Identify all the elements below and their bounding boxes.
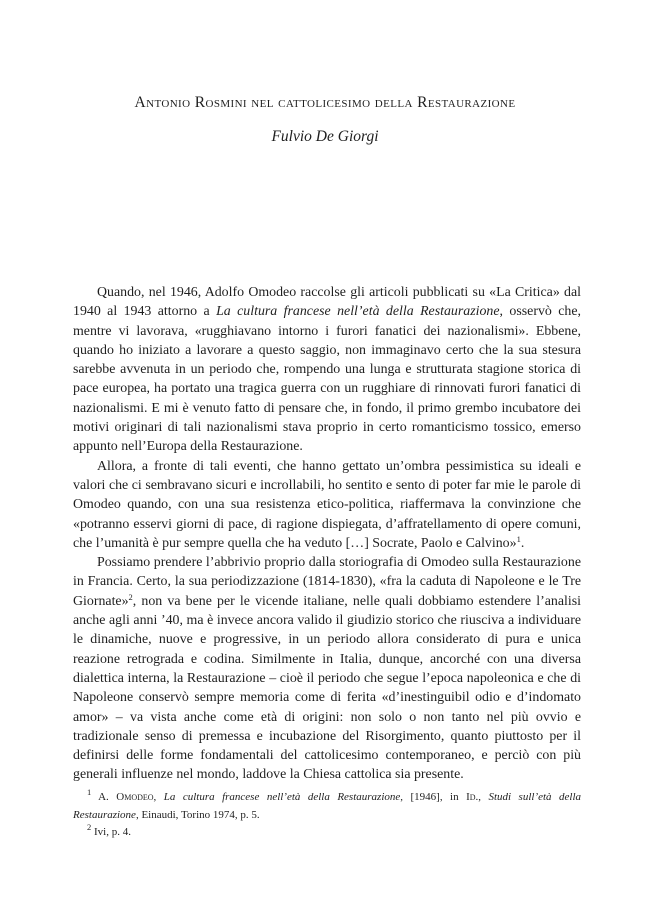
footnote-text: , Einaudi, Torino 1974, p. 5. <box>135 808 260 821</box>
author-name: Fulvio De Giorgi <box>271 128 379 145</box>
footnote-text: , [1946], in <box>400 791 467 803</box>
body-text <box>73 283 581 785</box>
paragraph-3 <box>73 553 581 785</box>
paragraph-text: Quando, nel 1946, Adolfo Omodeo raccolse gli articoli pubblicati su «La Critica» dal 1940 al 1943 attorno a <box>73 285 581 320</box>
footnote-number: 1 <box>87 787 92 797</box>
footnote-2 <box>73 824 581 842</box>
paragraph-text: Possiamo prendere l’abbrivio proprio dalla storiografia di Omodeo sulla Restaurazione in Francia. Certo, la sua periodizzazione (1814-1830), «fra la caduta di Napoleone e le Tre Giornate» <box>73 555 581 609</box>
footnote-text: , <box>478 791 489 803</box>
footnote-1 <box>73 789 581 824</box>
footnote-number: 2 <box>87 822 92 833</box>
paragraph-text: Allora, a fronte di tali eventi, che hanno gettato un’ombra pessimistica su ideali e valori che ci sembravano sicuri e incrollabili, ho sentito e sento di poter far mie le parole di Omodeo quando, con una sua resistenza etico-politica, riaffermava la convinzione che «potranno esservi giorni di pace, di ragione dispiegata, d’affratellamento di opere comuni, che l’umanità è pur sempre quella che ha veduto […] Socrate, Paolo e Calvino» <box>73 458 581 551</box>
footnotes <box>73 789 581 842</box>
footnote-ref-2: 2 <box>128 591 133 602</box>
paragraph-2 <box>73 457 581 553</box>
footnote-book-title: La cultura francese nell’età della Restaurazione <box>163 791 401 803</box>
footnote-book-title: Studi sull’età della Restaurazione <box>73 791 582 821</box>
cited-book-title: La cultura francese nell’età della Restaurazione <box>216 304 500 320</box>
footnote-ref-1: 1 <box>516 533 521 544</box>
footnote-author: Omodeo <box>116 791 154 803</box>
footnote-text: Ivi, p. 4. <box>91 826 131 839</box>
paragraph-1 <box>73 283 581 457</box>
footnote-idem: Id. <box>466 791 479 803</box>
paragraph-text: , non va bene per le vicende italiane, nelle quali dobbiamo estendere l’analisi anche agli anni ’40, ma è invece ancora valido il giudizio storico che riusciva a individuare le dinamiche, nuove e progressive, in un periodo allora considerato di pura e unica reazione retrograda e codina. Similmente in Italia, dunque, ancorché con una diversa dialettica interna, la Restaurazione – cioè il periodo che segue l’epoca napoleonica e che di Napoleone conservò sempre memoria come di ferita «d’inestinguibil odio e d’indomato amor» – va vista anche come età di origini: non solo o non tanto nel più ovvio e tradizionale senso di premessa e incubazione del Risorgimento, quanto piuttosto per il definirsi delle forme fondamentali del cattolicesimo contemporaneo, e perciò con più generali influenze nel mondo, laddove la Chiesa cattolica sia presente. <box>73 593 581 783</box>
paragraph-text: , osservò che, mentre vi lavorava, «rugghiavano intorno i furori fanatici dei nazionalismi». Ebbene, quando ho iniziato a lavorare a questo saggio, non immaginavo certo che la sua stesura sarebbe avvenuta in un periodo che, rompendo una lunga e strutturata stagione storica di pace europea, ha portato una tragica guerra con un rugghiare di rinnovati furori fanatici di nazionalismi. E mi è venuto fatto di pensare che, in fondo, il primo grembo incubatore dei motivi originari di tali nazionalismi stava proprio in certo romanticismo tossico, emerso appunto nell’Europa della Restaurazione. <box>73 304 581 455</box>
footnote-text: A. <box>91 791 117 803</box>
footnote-text: , <box>153 791 164 803</box>
article-title: Antonio Rosmini nel cattolicesimo della Restaurazione <box>134 94 516 111</box>
paragraph-text: . <box>520 535 525 551</box>
